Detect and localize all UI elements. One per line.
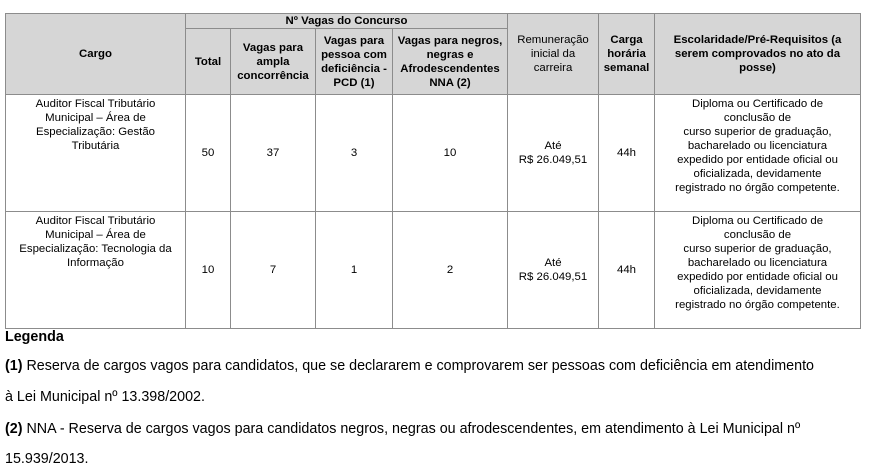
legend-note-2 [5, 420, 800, 438]
legend-note-1-continuation: à Lei Municipal nº 13.398/2002. [5, 389, 205, 405]
note-1-marker: (1) [5, 358, 23, 374]
legend-note-2-continuation: 15.939/2013. [5, 451, 89, 467]
cell-total: 50 [186, 95, 231, 212]
cell-carga: 44h [599, 95, 655, 212]
cell-escolaridade: Diploma ou Certificado de conclusão de curso superior de graduação, bacharelado ou licenciatura expedido por entidade oficial ou oficializada, devidamente registrado no órgão competente. [655, 95, 861, 212]
col-header-cargo: Cargo [6, 14, 186, 95]
cell-cargo: Auditor Fiscal Tributário Municipal – Área de Especialização: Tecnologia da Informação [6, 212, 186, 329]
cell-ampla: 7 [231, 212, 316, 329]
cell-remuneracao: Até R$ 26.049,51 [508, 95, 599, 212]
note-1-text: Reserva de cargos vagos para candidatos, que se declararem e comprovarem ser pessoas com deficiência em atendimento [22, 358, 814, 374]
vagas-table [5, 13, 861, 329]
col-header-carga: Carga horária semanal [599, 14, 655, 95]
cell-pcd: 1 [316, 212, 393, 329]
legend-title: Legenda [5, 329, 64, 345]
cell-total: 10 [186, 212, 231, 329]
col-header-total: Total [186, 29, 231, 95]
cell-carga: 44h [599, 212, 655, 329]
legend-note-1 [5, 357, 814, 375]
cell-cargo: Auditor Fiscal Tributário Municipal – Área de Especialização: Gestão Tributária [6, 95, 186, 212]
cell-nna: 10 [393, 95, 508, 212]
cell-nna: 2 [393, 212, 508, 329]
cell-escolaridade: Diploma ou Certificado de conclusão de curso superior de graduação, bacharelado ou licenciatura expedido por entidade oficial ou oficializada, devidamente registrado no órgão competente. [655, 212, 861, 329]
table-row [6, 95, 861, 212]
col-header-escolaridade: Escolaridade/Pré-Requisitos (a serem comprovados no ato da posse) [655, 14, 861, 95]
cell-pcd: 3 [316, 95, 393, 212]
col-header-nna: Vagas para negros, negras e Afrodescendentes NNA (2) [393, 29, 508, 95]
note-2-text: NNA - Reserva de cargos vagos para candidatos negros, negras ou afrodescendentes, em atendimento à Lei Municipal nº [22, 421, 801, 437]
col-header-pcd: Vagas para pessoa com deficiência - PCD (1) [316, 29, 393, 95]
cell-ampla: 37 [231, 95, 316, 212]
table-row [6, 212, 861, 329]
col-header-vagas-group: Nº Vagas do Concurso [186, 14, 508, 29]
note-2-marker: (2) [5, 421, 23, 437]
cell-remuneracao: Até R$ 26.049,51 [508, 212, 599, 329]
col-header-remuneracao: Remuneração inicial da carreira [508, 14, 599, 95]
col-header-ampla: Vagas para ampla concorrência [231, 29, 316, 95]
